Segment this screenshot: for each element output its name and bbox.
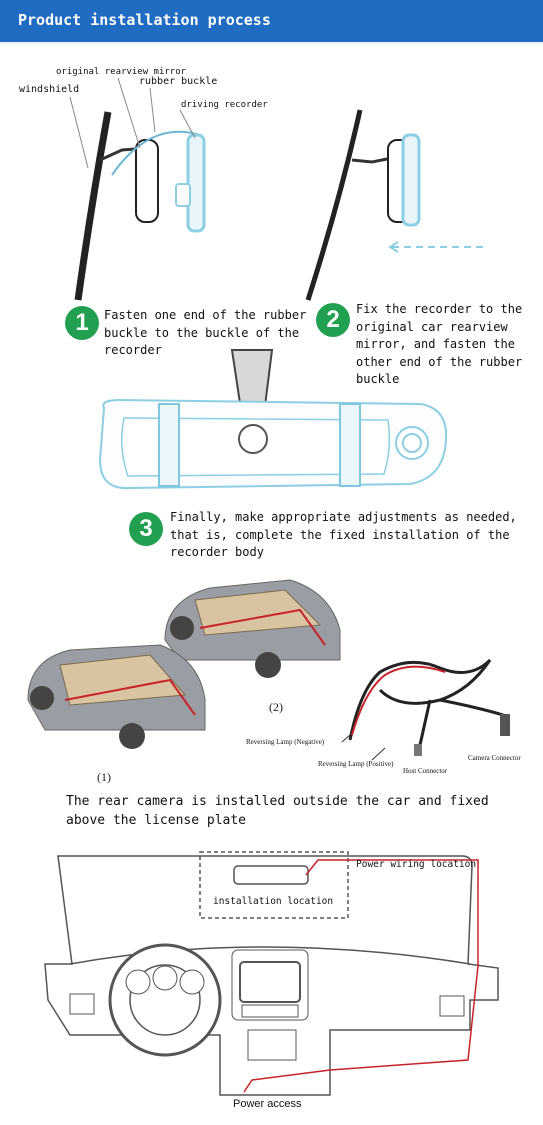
label-host-connector: Host Connector xyxy=(403,767,448,775)
label-camera-connector: Camera Connector xyxy=(468,754,521,762)
car-illustration-1 xyxy=(28,645,205,749)
label-power-wiring: Power wiring location xyxy=(356,859,477,870)
step-2-badge: 2 xyxy=(316,303,350,337)
step-3-text: Finally, make appropriate adjustments as needed, that is, complete the fixed installation of the recorder body xyxy=(170,510,517,559)
rear-camera-note: The rear camera is installed outside the car and fixed above the license plate xyxy=(66,794,489,828)
label-reversing-positive: Reversing Lamp (Positive) xyxy=(318,760,394,768)
label-driving-recorder: driving recorder xyxy=(181,100,268,110)
windshield-right xyxy=(308,110,360,300)
driving-recorder-right xyxy=(403,135,419,225)
recorder-lens-left xyxy=(176,184,190,206)
car-caption-1: (1) xyxy=(97,770,111,784)
windshield-left xyxy=(78,112,108,300)
rubber-band-left xyxy=(159,404,179,486)
step-1-badge: 1 xyxy=(65,306,99,340)
label-original-mirror: original rearview mirror xyxy=(56,67,187,77)
step-1-text: Fasten one end of the rubber buckle to the buckle of the recorder xyxy=(104,308,307,357)
rubber-band-right xyxy=(340,404,360,486)
step-3-badge: 3 xyxy=(129,512,163,546)
original-mirror-left xyxy=(136,140,158,222)
car-caption-2: (2) xyxy=(269,700,283,714)
header-title: Product installation process xyxy=(18,11,271,29)
center-screen xyxy=(240,962,300,1002)
mirror-on-dash xyxy=(234,866,308,884)
mount-ball xyxy=(239,425,267,453)
car-illustration-2 xyxy=(165,580,340,678)
label-rubber-buckle: rubber buckle xyxy=(139,76,218,87)
rear-camera-cable xyxy=(342,660,510,760)
label-windshield: windshield xyxy=(19,84,80,95)
label-power-access: Power access xyxy=(233,1098,302,1110)
dashboard-illustration xyxy=(45,852,498,1095)
step-2-text: Fix the recorder to the original car rearview mirror, and fasten the other end of the rubber buckle xyxy=(356,302,523,386)
label-reversing-negative: Reversing Lamp (Negative) xyxy=(246,738,325,746)
driving-recorder-left xyxy=(188,135,204,231)
label-installation-location: installation location xyxy=(213,896,334,907)
